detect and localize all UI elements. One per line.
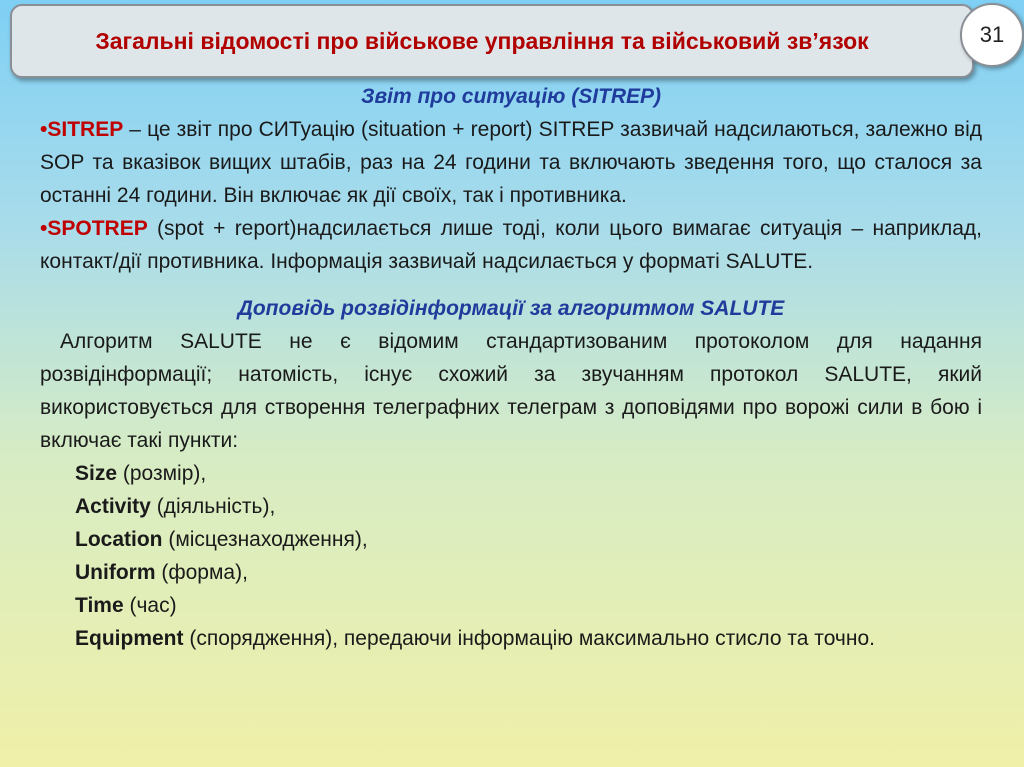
bullet-text-spotrep: (spot + report)надсилається лише тоді, коли цього вимагає ситуація – наприклад, контакт/дії противника. Інформація зазвичай надсилається у форматі SALUTE. <box>40 217 982 273</box>
bullet-item-spotrep <box>40 212 982 278</box>
salute-term: Equipment <box>75 627 184 650</box>
bullet-text-sitrep: – це звіт про СИТуацію (situation + report) SITREP зазвичай надсилаються, залежно від SOP та вказівок вищих штабів, раз на 24 години та включають зведення того, що сталося за останні 24 години. Він включає як дії своїх, так і противника. <box>40 118 982 207</box>
salute-paragraph: Алгоритм SALUTE не є відомим стандартизованим протоколом для надання розвідінформації; натомість, існує схожий за звучанням протокол SALUTE, який використовується для створення телеграфних телеграм з доповідями про ворожі сили в бою і включає такі пункти: <box>40 330 982 452</box>
salute-item-size <box>40 457 982 490</box>
term-sitrep: SITREP <box>47 118 124 141</box>
salute-item-location <box>40 523 982 556</box>
slide-number-badge: 31 <box>960 3 1024 67</box>
salute-desc: (час) <box>123 594 177 617</box>
section-heading-sitrep: Звіт про ситуацію (SITREP) <box>360 85 662 108</box>
salute-term: Uniform <box>75 561 156 584</box>
term-spotrep: SPOTREP <box>47 217 148 240</box>
bullet-item-sitrep <box>40 113 982 212</box>
salute-item-uniform <box>40 556 982 589</box>
slide-title: Загальні відомості про військове управління та військовий зв’язок <box>95 27 869 54</box>
salute-item-equipment <box>40 622 982 655</box>
salute-desc: (форма), <box>155 561 248 584</box>
salute-term: Activity <box>75 495 151 518</box>
salute-term: Size <box>75 462 118 485</box>
bullet-icon: • <box>40 118 48 141</box>
salute-desc: (розмір), <box>117 462 207 485</box>
bullet-icon: • <box>40 217 48 240</box>
salute-item-time <box>40 589 982 622</box>
salute-desc: (місцезнаходження), <box>162 528 368 551</box>
slide-content <box>40 80 982 655</box>
salute-desc: (спорядження), передаючи інформацію максимально стисло та точно. <box>183 627 875 650</box>
salute-term: Time <box>75 594 124 617</box>
title-banner <box>10 4 974 78</box>
salute-item-activity <box>40 490 982 523</box>
salute-term: Location <box>75 528 163 551</box>
section-heading-salute: Доповідь розвідінформації за алгоритмом SALUTE <box>237 297 785 320</box>
salute-desc: (діяльність), <box>150 495 276 518</box>
